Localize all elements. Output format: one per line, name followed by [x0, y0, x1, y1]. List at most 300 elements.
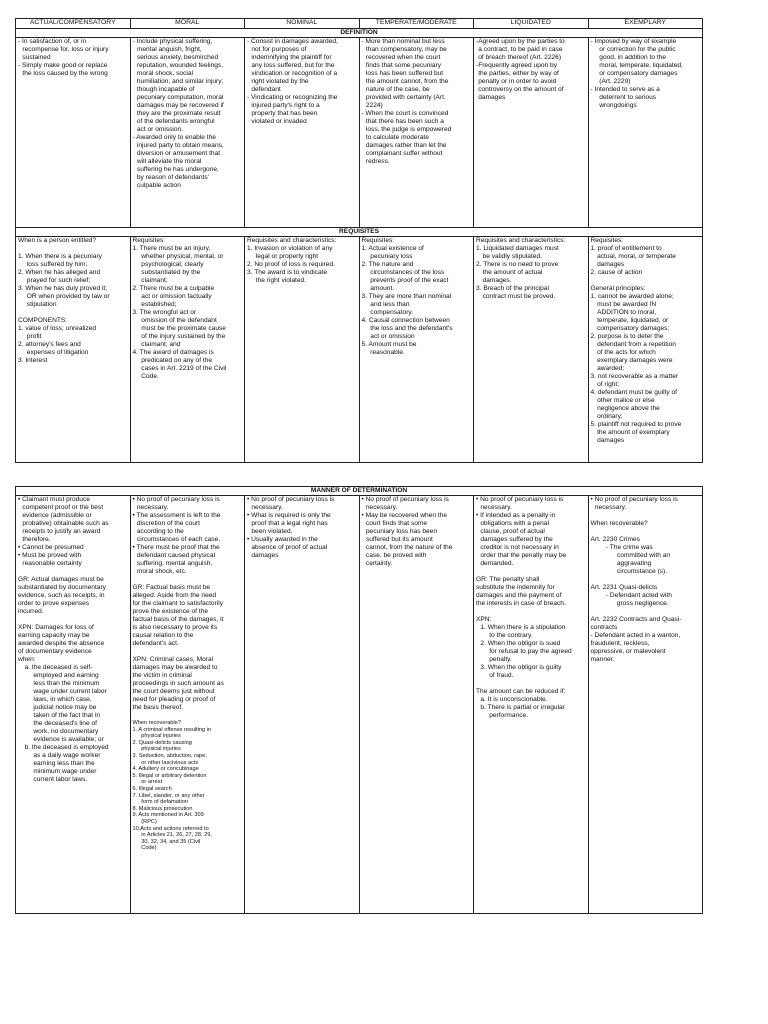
text-line: creditor is not necessary in: [480, 544, 559, 551]
text-line: reasonable.: [370, 349, 405, 356]
text-line: 3. The award is to vindicate: [247, 269, 328, 276]
text-line: Art. 2232 Contracts and Quasi-: [590, 616, 682, 623]
requisites-temperate: [359, 237, 474, 463]
text-line: claimant; and: [141, 341, 181, 348]
text-line: the amount of exemplary: [597, 429, 670, 436]
text-line: the loss caused by the wrong: [22, 70, 108, 77]
text-line: Art. 2230 Crimes: [590, 536, 640, 543]
header-row: [16, 19, 703, 29]
text-line: - The crime was: [605, 544, 653, 551]
text-line: 30, 32, 34, and 35 (Civil: [141, 838, 201, 845]
text-line: 4. Adultery or concubinage: [132, 766, 199, 773]
text-line: probative) obtainable such as: [22, 520, 109, 527]
text-line: 1. Invasion or violation of any: [247, 245, 333, 252]
text-line: 3. When the obligor is guilty: [480, 664, 562, 671]
header-actual: ACTUAL/COMPENSATORY: [16, 19, 131, 29]
text-line: and less than: [370, 301, 410, 308]
text-line: compensatory damages;: [597, 325, 670, 332]
section-requisites-row: [16, 228, 703, 237]
text-line: - Simply make good or replace: [18, 62, 108, 69]
text-line: 2. purpose is to deter the: [590, 333, 664, 340]
text-line: order that the penalty may be: [480, 552, 567, 559]
text-line: the parties, either by way of: [478, 70, 559, 77]
manner-exemplary: [588, 496, 703, 914]
text-line: of right;: [597, 381, 620, 388]
text-line: 2. There must be a culpable: [132, 285, 215, 292]
text-line: damages may be awarded to: [132, 664, 218, 671]
section-manner: MANNER OF DETERMINATION: [16, 487, 703, 496]
text-line: Requisites:: [361, 237, 395, 244]
text-line: 4. The award of damages is: [132, 349, 214, 356]
text-line: order to prove expenses: [18, 600, 90, 607]
text-line: substantiated by documentary: [18, 584, 106, 591]
text-line: committed with an: [616, 552, 671, 559]
text-line: not for purposes of: [251, 46, 307, 53]
text-line: 5. plaintiff not required to prove: [590, 421, 682, 428]
text-line: the victim in criminal: [132, 672, 192, 679]
text-line: 1. When there is a stipulation: [480, 624, 566, 631]
text-line: omission of the defendant: [141, 317, 217, 324]
text-line: Art. 2231 Quasi-delicts: [590, 584, 658, 591]
text-line: 2224): [365, 102, 383, 109]
text-line: damages and the payment of: [476, 592, 562, 599]
manner-actual: [16, 496, 131, 914]
text-line: 10.Acts and actions referred to: [132, 825, 209, 832]
text-line: or compensatory damages: [599, 70, 678, 77]
text-line: in Articles 21, 26, 27, 28, 29,: [141, 832, 212, 839]
text-line: act or omission.: [136, 126, 184, 133]
text-line: act or omission: [370, 333, 415, 340]
text-line: legal or property right: [255, 253, 319, 260]
text-line: a contract, to be paid in case: [478, 46, 563, 53]
text-line: according to the: [136, 528, 184, 535]
text-line: substantiated by the: [141, 269, 201, 276]
text-line: 1. When there is a pecuniary: [18, 253, 102, 260]
definition-actual: [16, 38, 131, 228]
text-line: demanded.: [480, 560, 514, 567]
text-line: to calculate moderate: [365, 134, 429, 141]
text-line: damages: [251, 552, 279, 559]
text-line: of the injury sustained by the: [141, 333, 226, 340]
text-line: or correction for the public: [599, 46, 676, 53]
text-line: as a daily wage worker: [33, 752, 101, 759]
manner-moral-body: [133, 496, 243, 712]
text-line: cannot, from the nature of the: [365, 544, 453, 551]
text-line: 1. Actual existence of: [361, 245, 424, 252]
text-line: necessary.: [365, 504, 398, 511]
text-line: indemnifying the plaintiff for: [251, 54, 332, 61]
header-nominal: NOMINAL: [245, 19, 360, 29]
text-line: by reason of defendants': [136, 174, 209, 181]
text-line: good, in addition to the: [599, 54, 667, 61]
text-line: GR: Actual damages must be: [18, 576, 104, 583]
text-line: must be awarded IN: [597, 301, 657, 308]
text-line: moral, temperate, liquidated,: [599, 62, 683, 69]
text-line: discretion of the court: [136, 520, 200, 527]
text-line: Code): [141, 845, 157, 852]
text-line: 5. Illegal or arbitrary detention: [132, 772, 207, 779]
text-line: loss suffered by him;: [26, 261, 88, 268]
text-line: contract must be proved.: [482, 293, 556, 300]
text-line: less than the minimum: [33, 680, 100, 687]
text-line: 2. When he has alleged and: [18, 269, 101, 276]
text-line: [18, 616, 128, 624]
text-line: negligence above the: [597, 405, 660, 412]
text-line: 2. When the obligor is sued: [480, 640, 561, 647]
text-line: [18, 568, 128, 576]
text-line: exemplary damages were: [597, 357, 673, 364]
text-line: damages.: [482, 277, 512, 284]
text-line: 1. value of loss; unrealized: [18, 325, 97, 332]
text-line: The amount can be reduced if:: [476, 688, 566, 695]
text-line: earning less than the: [33, 760, 95, 767]
text-line: [591, 512, 701, 520]
text-line: damages: [597, 437, 625, 444]
text-line: When is a person entitled?: [18, 237, 97, 244]
manner-temperate: [359, 496, 474, 914]
manner-liquidated: [474, 496, 589, 914]
text-line: or other lascivious acts: [141, 759, 199, 766]
text-line: humiliation, and similar injury;: [136, 78, 224, 85]
text-line: • What is required is only the: [247, 512, 331, 519]
text-line: prayed for such relief;: [26, 277, 91, 284]
text-line: 2. attorney's fees and: [18, 341, 81, 348]
text-line: whether physical, mental, or: [141, 253, 224, 260]
text-line: cases in Art. 2219 of the Civil: [141, 365, 227, 372]
text-line: 3. The wrongful act or: [132, 309, 197, 316]
text-line: 1. There must be an injury,: [132, 245, 211, 252]
text-line: of the acts for which: [597, 349, 656, 356]
requisites-liquidated: [474, 237, 589, 463]
text-line: penalty.: [489, 656, 512, 663]
text-line: 6. Illegal search: [132, 785, 172, 792]
text-line: serious anxiety, besmirched: [136, 54, 219, 61]
text-line: wage under current labor: [33, 688, 107, 695]
text-line: 2. cause of action: [590, 269, 643, 276]
text-line: -Agreed upon by the parties to: [476, 38, 565, 45]
text-line: any loss suffered, but for the: [251, 62, 335, 69]
text-line: other malice or else: [597, 397, 655, 404]
manner-row: [16, 496, 703, 914]
text-line: right violated by the: [251, 78, 309, 85]
text-line: receipts to justify an award: [22, 528, 101, 535]
text-line: reputation, wounded feelings,: [136, 62, 224, 69]
text-line: [591, 608, 701, 616]
text-line: earning capacity may be: [18, 632, 90, 639]
text-line: contracts: [590, 624, 618, 631]
requisites-nominal: [245, 237, 360, 463]
text-line: GR: The penalty shall: [476, 576, 540, 583]
text-line: pecuniary loss has been: [365, 528, 438, 535]
text-line: circumstances of the loss: [370, 269, 445, 276]
text-line: 3. Interest: [18, 357, 48, 364]
text-line: psychological, clearly: [141, 261, 204, 268]
text-line: necessary.: [136, 504, 169, 511]
text-line: 2. Quasi-delicts causing: [132, 739, 192, 746]
text-line: they are the proximate result: [136, 110, 221, 117]
text-line: Code.: [141, 373, 159, 380]
text-line: prove the existence of the: [132, 608, 209, 615]
text-line: when:: [18, 656, 36, 663]
text-line: factual basis of the damages, it: [132, 616, 224, 623]
text-line: • Claimant must produce: [18, 496, 90, 503]
text-line: moral shock, social: [136, 70, 193, 77]
text-line: violated or invaded: [251, 118, 307, 125]
text-line: judicial notice may be: [33, 704, 97, 711]
text-line: - When the court is convinced: [361, 110, 449, 117]
text-line: proceedings in such amount as: [132, 680, 224, 687]
text-line: General principles:: [590, 285, 646, 292]
text-line: - In satisfaction of, or in: [18, 38, 87, 45]
text-line: suffering, mental anguish,: [136, 560, 213, 567]
text-line: b. the deceased is employed: [24, 744, 109, 751]
text-line: Requisites:: [132, 237, 166, 244]
text-line: competent proof or the best: [22, 504, 104, 511]
text-line: COMPONENTS:: [18, 317, 68, 324]
text-line: gross negligence.: [616, 600, 669, 607]
text-line: circumstance (s).: [616, 568, 668, 575]
text-line: 3. Seduction, abduction, rape,: [132, 752, 207, 759]
text-line: OR when provided by law or: [26, 293, 110, 300]
text-line: stipulation: [26, 301, 57, 308]
text-line: - Consist in damages awarded,: [247, 38, 338, 45]
text-line: necessary.: [594, 504, 627, 511]
damages-table-bottom: [15, 486, 703, 914]
text-line: pecuniary computation, moral: [136, 94, 224, 101]
text-line: 3. They are more than nominal: [361, 293, 452, 300]
text-line: -Frequently agreed upon by: [476, 62, 558, 69]
text-line: defendant from a repetition: [597, 341, 676, 348]
text-line: 3. When he has duly proved it;: [18, 285, 108, 292]
text-line: - Include physical suffering,: [132, 38, 213, 45]
text-line: wrongdoings: [599, 102, 637, 109]
text-line: suffered but its amount: [365, 536, 433, 543]
text-line: of breach thereof (Art. 2226): [478, 54, 562, 61]
text-line: certainty.: [365, 560, 393, 567]
text-line: prevents proof of the exact: [370, 277, 449, 284]
definition-exemplary: [588, 38, 703, 228]
text-line: - More than nominal but less: [361, 38, 445, 45]
text-line: physical injuries: [141, 733, 181, 740]
text-line: the loss and the defendant's: [370, 325, 453, 332]
text-line: need for pleading or proof of: [132, 696, 216, 703]
text-line: Requisites:: [590, 237, 624, 244]
text-line: employed and earning: [33, 672, 99, 679]
text-line: 1. cannot be awarded alone;: [590, 293, 674, 300]
text-line: 3. Breach of the principal: [476, 285, 549, 292]
text-line: claimant;: [141, 277, 168, 284]
text-line: current labor laws.: [33, 776, 88, 783]
text-line: 2. The nature and: [361, 261, 414, 268]
text-line: actual, moral, or temperate: [597, 253, 676, 260]
requisites-moral: [130, 237, 245, 463]
definition-nominal: [245, 38, 360, 228]
text-line: temperate, liquidated, or: [597, 317, 669, 324]
text-line: established;: [141, 301, 177, 308]
text-line: fraudulent, reckless,: [590, 640, 650, 647]
text-line: 2. No proof of loss is required.: [247, 261, 335, 268]
text-line: case, be proved with: [365, 552, 427, 559]
text-line: [133, 648, 243, 656]
text-line: reasonable certainty: [22, 560, 82, 567]
text-line: • No proof of pecuniary loss is: [590, 496, 678, 503]
text-line: • Cannot be presumed: [18, 544, 84, 551]
text-line: evidence, such as receipts, in: [18, 592, 105, 599]
text-line: 7. Libel, slander, or any other: [132, 792, 205, 799]
text-line: act or omission factually: [141, 293, 212, 300]
text-line: necessary.: [251, 504, 283, 511]
header-temperate: TEMPERATE/MODERATE: [359, 19, 474, 29]
text-line: for the claimant to satisfactorily: [132, 600, 224, 607]
text-line: substitute the indemnity for: [476, 584, 555, 591]
text-line: injured party's right to a: [251, 102, 320, 109]
text-line: When recoverable?: [590, 520, 648, 527]
text-line: [18, 245, 128, 253]
text-line: or arrest: [141, 779, 163, 786]
text-line: [133, 576, 243, 584]
text-line: predicated on any of the: [141, 357, 213, 364]
text-line: work, no documentary: [33, 728, 99, 735]
text-line: the right violated.: [255, 277, 307, 284]
text-line: b. There is partial or irregular: [480, 704, 565, 711]
text-line: damages rather than let the: [365, 142, 447, 149]
text-line: • There must be proof that the: [132, 544, 220, 551]
text-line: loss has been suffered but: [365, 70, 444, 77]
text-line: 9. Acts mentioned in Art. 309: [132, 812, 204, 819]
text-line: defendant: [251, 86, 281, 93]
text-line: of documentary evidence: [18, 648, 92, 655]
text-line: than compensatory, may be: [365, 46, 447, 53]
text-line: defendant caused physical: [136, 552, 215, 559]
text-line: damages: [478, 94, 506, 101]
text-line: a. the deceased is self-: [24, 664, 93, 671]
text-line: GR: Factual basis must be: [132, 584, 211, 591]
text-line: defendant's act.: [132, 640, 179, 647]
manner-nominal: [245, 496, 360, 914]
text-line: nature of the case, be: [365, 86, 430, 93]
section-definition-row: [16, 29, 703, 38]
text-line: court finds that some: [365, 520, 428, 527]
text-line: • If intended as a penalty in: [476, 512, 556, 519]
text-line: recovered when the court: [365, 54, 441, 61]
requisites-row: [16, 237, 703, 463]
text-line: the amount cannot, from the: [365, 78, 449, 85]
text-line: • May be recovered when the: [361, 512, 448, 519]
text-line: 2. There is no need to prove: [476, 261, 559, 268]
requisites-exemplary: [588, 237, 703, 463]
text-line: ordinary;: [597, 413, 623, 420]
text-line: moral shock, etc.: [136, 568, 187, 575]
text-line: therefore.: [22, 536, 51, 543]
text-line: that there has been such a: [365, 118, 444, 125]
text-line: injured party to obtain means,: [136, 142, 224, 149]
text-line: provided with certainty (Art.: [365, 94, 446, 101]
definition-liquidated: [474, 38, 589, 228]
text-line: form of defamation: [141, 799, 188, 806]
text-line: to the contrary.: [489, 632, 533, 639]
text-line: complainant suffer without: [365, 150, 443, 157]
text-line: 5. Amount must be: [361, 341, 417, 348]
text-line: culpable action: [136, 182, 181, 189]
text-line: for refusal to pay the agreed: [489, 648, 572, 655]
text-line: the basis thereof.: [132, 704, 184, 711]
text-line: awarded despite the absence: [18, 640, 105, 647]
text-line: - Intended to serve as a: [590, 86, 660, 93]
text-line: must be the proximate cause: [141, 325, 226, 332]
text-line: been violated.: [251, 528, 293, 535]
text-line: 1. A criminal offense resulting in: [132, 726, 212, 733]
text-line: XPN: Criminal cases. Moral: [132, 656, 214, 663]
text-line: 8. Malicious prosecution: [132, 805, 193, 812]
text-line: property that has been: [251, 110, 318, 117]
text-line: (Art. 2229): [599, 78, 631, 85]
text-line: • No proof of pecuniary loss is: [476, 496, 564, 503]
text-line: mental anguish, fright,: [136, 46, 202, 53]
text-line: causal relation to the: [132, 632, 194, 639]
text-line: 4. defendant must be guilty of: [590, 389, 678, 396]
text-line: ADDITION to moral,: [597, 309, 657, 316]
header-liquidated: LIQUIDATED: [474, 19, 589, 29]
text-line: • Usually awarded in the: [247, 536, 318, 543]
text-line: the amount of actual: [482, 269, 543, 276]
text-line: [591, 576, 701, 584]
text-line: profit: [26, 333, 42, 340]
text-line: oppressive, or malevolent: [590, 648, 666, 655]
definition-moral: [130, 38, 245, 228]
text-line: - Vindicating or recognizing the: [247, 94, 338, 101]
moral-when-list: [133, 727, 243, 852]
text-line: sustained: [22, 54, 51, 61]
section-definition: DEFINITION: [16, 29, 703, 38]
text-line: the deceased's line of: [33, 720, 97, 727]
text-line: • Must be proved with: [18, 552, 82, 559]
moral-when-title: When recoverable?: [132, 720, 182, 726]
text-line: diversion or amusement that: [136, 150, 221, 157]
text-line: damages may be recovered if: [136, 102, 224, 109]
text-line: circumstances of each case.: [136, 536, 221, 543]
text-line: suffering he has undergone,: [136, 166, 219, 173]
text-line: amount.: [370, 285, 395, 292]
text-line: minimum wage under: [33, 768, 97, 775]
text-line: finds that some pecuniary: [365, 62, 442, 69]
text-line: be validly stipulated.: [482, 253, 542, 260]
text-line: physical injuries: [141, 746, 181, 753]
text-line: controversy on the amount of: [478, 86, 564, 93]
text-line: a. It is unconscionable.: [480, 696, 548, 703]
text-line: (RPC): [141, 818, 157, 825]
definition-row: [16, 38, 703, 228]
text-line: • No proof of pecuniary loss is: [132, 496, 220, 503]
text-line: loss, the judge is empowered: [365, 126, 452, 133]
text-line: clause, proof of actual: [480, 528, 545, 535]
text-line: pecuniary loss: [370, 253, 413, 260]
text-line: compensatory.: [370, 309, 414, 316]
text-line: recompense for, loss or injury: [22, 46, 109, 53]
manner-moral: [130, 496, 245, 914]
section-manner-row: [16, 487, 703, 496]
text-line: [591, 528, 701, 536]
text-line: of fraud.: [489, 672, 514, 679]
damages-table-top: [15, 18, 703, 463]
header-exemplary: EXEMPLARY: [588, 19, 703, 29]
text-line: • The assessment is left to the: [132, 512, 221, 519]
text-line: will alleviate the moral: [136, 158, 202, 165]
text-line: - Imposed by way of example: [590, 38, 677, 45]
text-line: XPN: Damages for loss of: [18, 624, 94, 631]
text-line: [18, 309, 128, 317]
header-moral: MORAL: [130, 19, 245, 29]
definition-temperate: [359, 38, 474, 228]
